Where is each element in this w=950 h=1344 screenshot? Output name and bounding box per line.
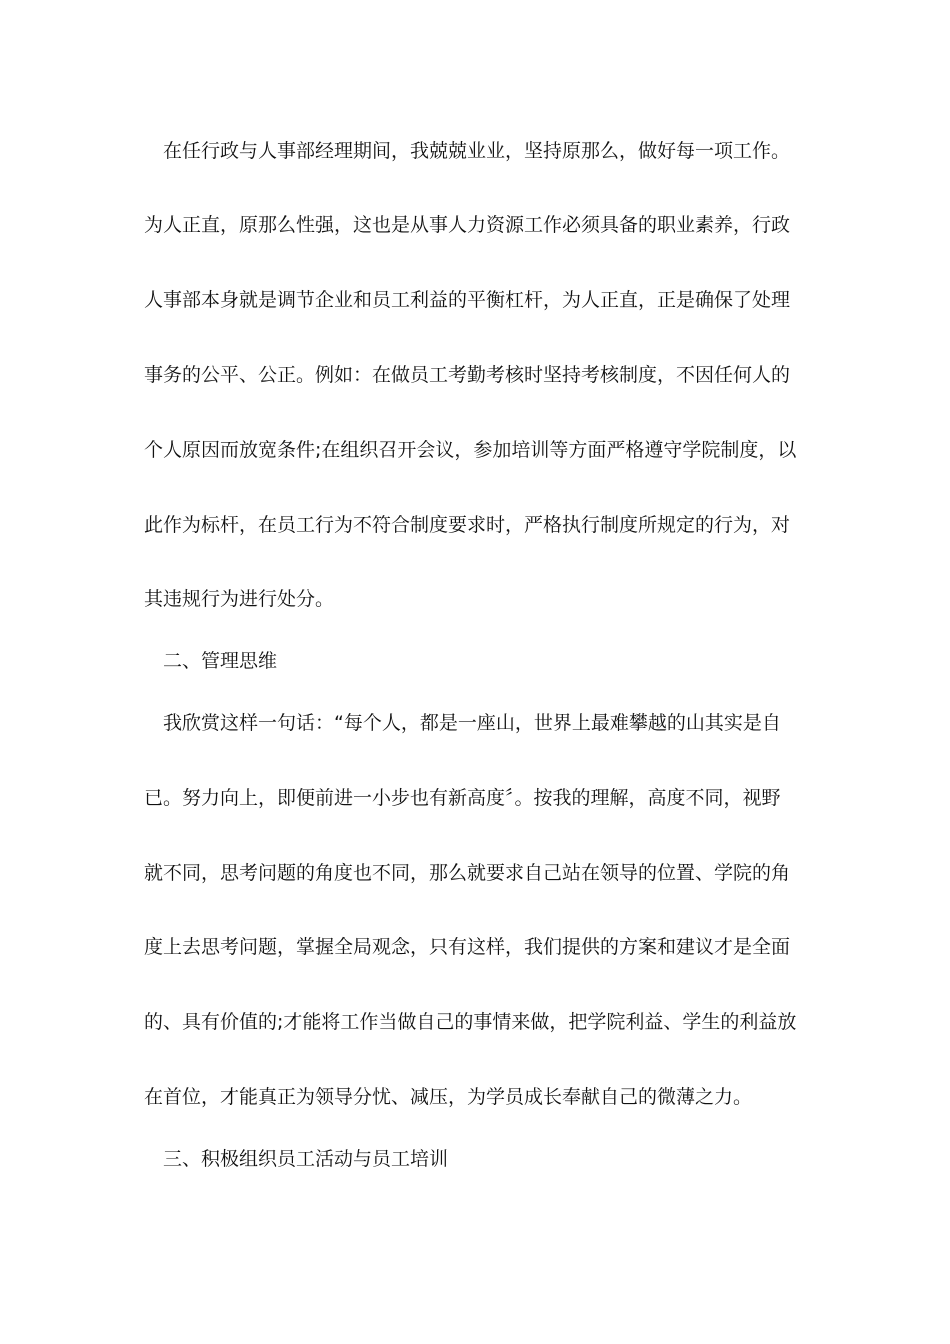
paragraph-1-line-5: 个人原因而放宽条件;在组织召开会议，参加培训等方面严格遵守学院制度，以 xyxy=(144,439,797,461)
paragraph-1-line-4: 事务的公平、公正。例如：在做员工考勤考核时坚持考核制度，不因任何人的 xyxy=(144,364,791,386)
paragraph-1-line-6: 此作为标杆，在员工行为不符合制度要求时，严格执行制度所规定的行为，对 xyxy=(144,514,791,536)
paragraph-2-line-3: 就不同，思考问题的角度也不同，那么就要求自己站在领导的位置、学院的角 xyxy=(144,862,791,884)
paragraph-1-line-1: 在任行政与人事部经理期间，我兢兢业业，坚持原那么，做好每一项工作。 xyxy=(163,140,791,162)
paragraph-2-line-2: 已。努力向上，即便前进一小步也有新高度〞。按我的理解，高度不同，视野 xyxy=(144,787,781,809)
paragraph-2-line-1: 我欣赏这样一句话：“每个人，都是一座山，世界上最难攀越的山其实是自 xyxy=(163,712,781,734)
paragraph-1-line-3: 人事部本身就是调节企业和员工利益的平衡杠杆，为人正直，正是确保了处理 xyxy=(144,289,791,311)
section-heading-3: 三、积极组织员工活动与员工培训 xyxy=(163,1148,449,1170)
paragraph-1-line-7: 其违规行为进行处分。 xyxy=(144,588,335,610)
paragraph-2-line-4: 度上去思考问题，掌握全局观念，只有这样，我们提供的方案和建议才是全面 xyxy=(144,936,791,958)
section-heading-2: 二、管理思维 xyxy=(163,650,278,672)
paragraph-2-line-6: 在首位，才能真正为领导分忧、减压，为学员成长奉献自己的微薄之力。 xyxy=(144,1086,753,1108)
paragraph-2-line-5: 的、具有价值的;才能将工作当做自己的事情来做，把学院利益、学生的利益放 xyxy=(144,1011,797,1033)
paragraph-1-line-2: 为人正直，原那么性强，这也是从事人力资源工作必须具备的职业素养，行政 xyxy=(144,214,791,236)
